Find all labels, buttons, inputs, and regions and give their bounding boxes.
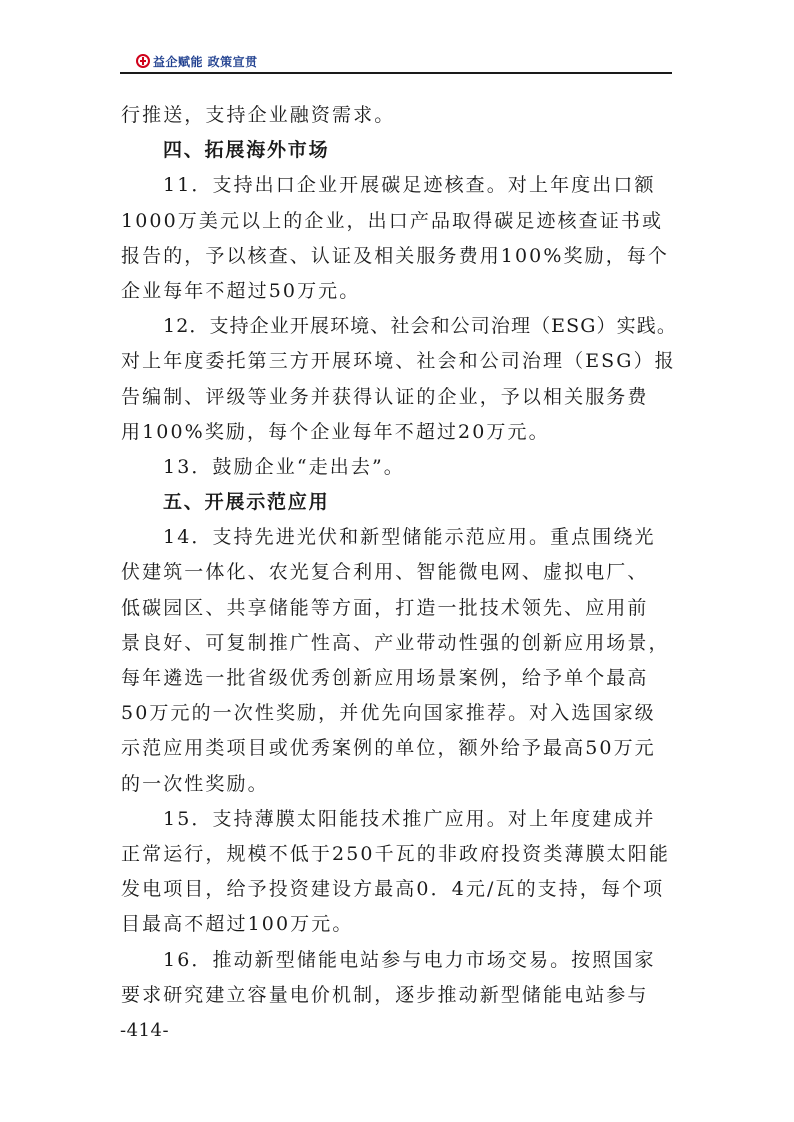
paragraph-line: 行推送，支持企业融资需求。	[121, 104, 396, 126]
paragraph-line: 企业每年不超过50万元。	[121, 279, 361, 302]
page-header	[120, 50, 672, 74]
logo	[136, 50, 258, 72]
paragraph-line: 景良好、可复制推广性高、产业带动性强的创新应用场景，	[121, 631, 670, 654]
paragraph-line: 低碳园区、共享储能等方面，打造一批技术领先、应用前	[121, 596, 649, 619]
paragraph-line: 每年遴选一批省级优秀创新应用场景案例，给予单个最高	[121, 667, 649, 689]
paragraph-line: 对上年度委托第三方开展环境、社会和公司治理（ESG）报	[121, 350, 676, 373]
section-heading: 五、开展示范应用	[163, 491, 330, 514]
paragraph-line: 1000万美元以上的企业，出口产品取得碳足迹核查证书或	[121, 209, 664, 232]
paragraph-line: 11．支持出口企业开展碳足迹核查。对上年度出口额	[163, 174, 656, 197]
page-number: -414-	[120, 1020, 170, 1041]
paragraph-line: 的一次性奖励。	[121, 772, 269, 795]
document-body	[121, 98, 676, 1013]
paragraph-line: 示范应用类项目或优秀案例的单位，额外给予最高50万元	[121, 737, 656, 760]
paragraph-line: 报告的，予以核查、认证及相关服务费用100%奖励，每个	[121, 244, 670, 267]
paragraph-line: 14．支持先进光伏和新型储能示范应用。重点围绕光	[163, 526, 656, 549]
paragraph-line: 发电项目，给予投资建设方最高0．4元/瓦的支持，每个项	[121, 878, 665, 901]
paragraph-line: 12．支持企业开展环境、社会和公司治理（ESG）实践。	[163, 315, 677, 338]
paragraph-line: 伏建筑一体化、农光复合利用、智能微电网、虚拟电厂、	[121, 561, 649, 584]
paragraph-line: 要求研究建立容量电价机制，逐步推动新型储能电站参与	[121, 983, 649, 1006]
paragraph-line: 15．支持薄膜太阳能技术推广应用。对上年度建成并	[163, 807, 656, 830]
paragraph-line: 用100%奖励，每个企业每年不超过20万元。	[121, 420, 550, 443]
paragraph-line: 正常运行，规模不低于250千瓦的非政府投资类薄膜太阳能	[121, 842, 670, 865]
logo-text: 益企赋能 政策宣贯	[153, 54, 258, 69]
logo-emblem-icon	[136, 54, 150, 68]
section-heading: 四、拓展海外市场	[163, 139, 330, 162]
paragraph-line: 50万元的一次性奖励，并优先向国家推荐。对入选国家级	[121, 702, 656, 725]
paragraph-line: 13．鼓励企业“走出去”。	[163, 455, 405, 478]
paragraph-line: 告编制、评级等业务并获得认证的企业，予以相关服务费	[121, 385, 649, 408]
paragraph-line: 16．推动新型储能电站参与电力市场交易。按照国家	[163, 948, 656, 971]
paragraph-line: 目最高不超过100万元。	[121, 913, 354, 936]
header-divider	[120, 72, 672, 74]
